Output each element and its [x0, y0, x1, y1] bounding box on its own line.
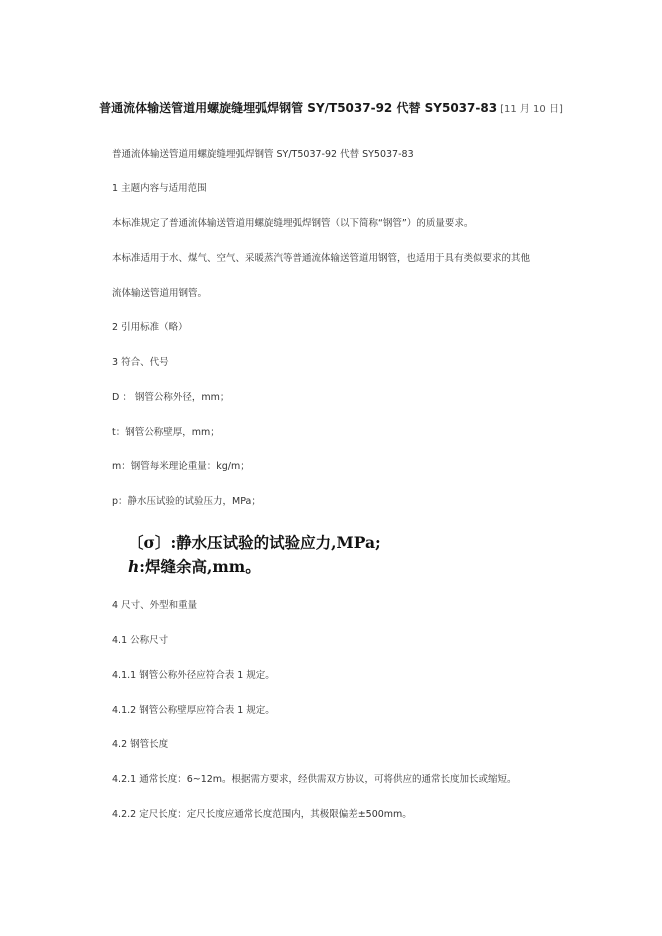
- section-heading-1: 1 主题内容与适用范围: [112, 183, 207, 194]
- h-desc: :焊缝余高,mm。: [139, 557, 261, 576]
- section-heading-3: 3 符合、代号: [112, 357, 169, 368]
- sigma-desc: :静水压试验的试验应力,MPa;: [170, 533, 381, 552]
- h-symbol: h: [128, 557, 140, 576]
- symbol-t: t：钢管公称壁厚，mm；: [112, 427, 220, 438]
- clause-4-2-1: 4.2.1 通常长度：6~12m。根据需方要求，经供需双方协议，可将供应的通常长度加长或缩短。: [112, 774, 517, 785]
- embedded-formula-image: [128, 531, 381, 579]
- title-date: [11 月 10 日]: [500, 104, 563, 115]
- clause-4-1-2: 4.1.2 钢管公称壁厚应符合表 1 规定。: [112, 705, 275, 716]
- paragraph-applicability-cont: 流体输送管道用钢管。: [112, 288, 208, 299]
- clause-4-1-1: 4.1.1 钢管公称外径应符合表 1 规定。: [112, 670, 275, 681]
- paragraph-standard-name: 普通流体输送管道用螺旋缝埋弧焊钢管 SY/T5037-92 代替 SY5037-83: [112, 149, 414, 160]
- symbol-d: D ： 钢管公称外径，mm；: [112, 392, 230, 403]
- symbol-m: m：钢管每米理论重量：kg/m；: [112, 461, 250, 472]
- document-title: [0, 100, 662, 118]
- symbol-p: p：静水压试验的试验压力，MPa；: [112, 496, 261, 507]
- section-heading-4-2: 4.2 钢管长度: [112, 739, 169, 750]
- paragraph-scope: 本标准规定了普通流体输送管道用螺旋缝埋弧焊钢管（以下简称“钢管”）的质量要求。: [112, 218, 474, 229]
- symbol-h-line: [128, 555, 381, 579]
- section-heading-2: 2 引用标准（略）: [112, 322, 188, 333]
- paragraph-applicability: 本标准适用于水、煤气、空气、采暖蒸汽等普通流体输送管道用钢管，也适用于具有类似要求的其他: [112, 253, 531, 264]
- symbol-sigma-line: [128, 531, 381, 555]
- clause-4-2-2: 4.2.2 定尺长度：定尺长度应通常长度范围内，其极限偏差±500mm。: [112, 809, 412, 820]
- sigma-symbol: 〔σ〕: [128, 533, 171, 552]
- section-heading-4: 4 尺寸、外型和重量: [112, 600, 198, 611]
- title-text: 普通流体输送管道用螺旋缝埋弧焊钢管 SY/T5037-92 代替 SY5037-83: [99, 101, 498, 115]
- section-heading-4-1: 4.1 公称尺寸: [112, 635, 169, 646]
